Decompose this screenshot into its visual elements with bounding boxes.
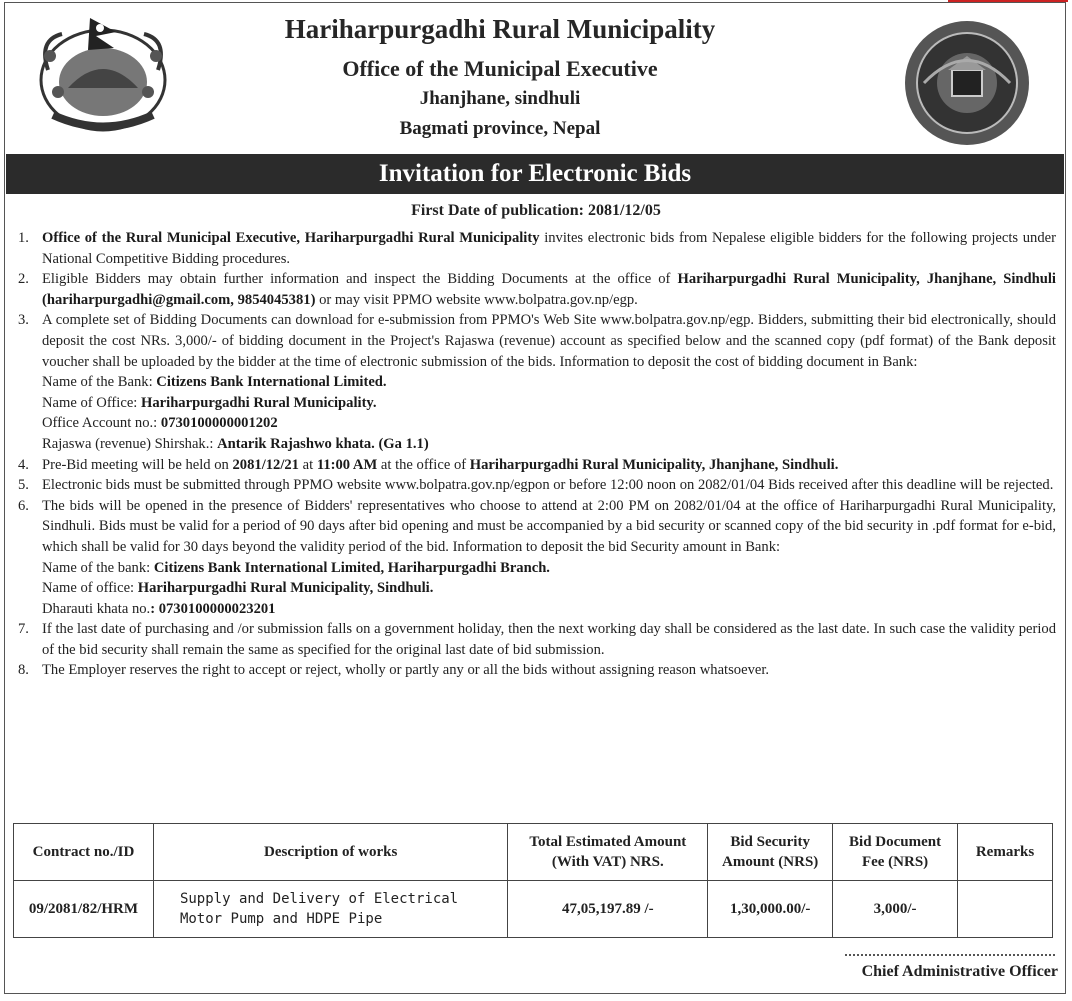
province-line: Bagmati province, Nepal (399, 118, 601, 139)
list-item (18, 475, 1056, 496)
rajaswa-line (42, 434, 1056, 455)
signature-line (845, 954, 1055, 956)
prebid-date: 2081/12/21 (232, 456, 299, 473)
cell-contract: 09/2081/82/HRM (14, 881, 154, 938)
item-bold-text: Hariharpurgadhi Rural Municipality, Jhanjhane, Sindhuli (hariharpurgadhi@gmail.com, 9854045381) (42, 271, 1056, 308)
office-value: Hariharpurgadhi Rural Municipality, Sindhuli. (137, 580, 434, 597)
rajaswa-value: Antarik Rajashwo khata. (Ga 1.1) (217, 435, 429, 452)
bank-value: Citizens Bank International Limited, Hariharpurgadhi Branch. (153, 559, 550, 576)
col-contract: Contract no./ID (14, 824, 154, 881)
list-item (18, 269, 1056, 310)
item-text: A complete set of Bidding Documents can download for e-submission from PPMO's Web Site www.bolpatra.gov.np/egp. Bidders, submitting their bid electronically, should deposit the cost NRs. 3,000/- of bidding document in the Project's Rajaswa (revenue) account as specified below and the scanned copy (pdf format) of the Bank deposit voucher shall be uploaded by the bidder at the time of electronic submission of the bids. Information to deposit the cost of bidding document in Bank: (42, 312, 1056, 370)
item-text: The bids will be opened in the presence of Bidders' representatives who choose to attend at 2:00 PM on 2082/01/04 at the office of Hariharpurgadhi Rural Municipality, Sindhuli. Bids must be valid for a period of 90 days after bid opening and must be accompanied by a bid security or scanned copy of the bid security in .pdf format for e-bid, which shall be valid for 30 days beyond the validity period of the bid. Information to deposit the bid Security amount in Bank: (42, 497, 1056, 555)
municipality-name: Hariharpurgadhi Rural Municipality (284, 14, 716, 44)
bank-value: Citizens Bank International Limited. (156, 374, 387, 391)
bank-label: Name of the Bank: (42, 374, 157, 391)
account-value: 0730100000001202 (160, 415, 278, 432)
col-amount: Total Estimated Amount (With VAT) NRS. (508, 824, 708, 881)
account-line (42, 413, 1056, 434)
office-label: Name of office: (42, 580, 138, 597)
item-text: Pre-Bid meeting will be held on (42, 456, 233, 473)
bank-name-line (42, 558, 1056, 579)
item-text: The Employer reserves the right to accept or reject, wholly or partly any or all the bids without assigning reason whatsoever. (42, 662, 770, 679)
item-number: 1. (18, 230, 29, 246)
prebid-time: 11:00 AM (316, 456, 378, 473)
col-description: Description of works (153, 824, 507, 881)
col-fee: Bid Document Fee (NRS) (833, 824, 958, 881)
item-text: If the last date of purchasing and /or submission falls on a government holiday, then the next working day shall be considered as the last date. In such case the validity period of the bid security shall remain the same as specified for the original last date of bid submission. (42, 621, 1056, 658)
bank-name-line (42, 372, 1056, 393)
list-item (18, 496, 1056, 620)
dharauti-label: Dharauti khata no. (42, 600, 151, 617)
item-number: 6. (18, 497, 29, 514)
office-value: Hariharpurgadhi Rural Municipality. (141, 394, 377, 411)
notice-title-banner: Invitation for Electronic Bids (6, 154, 1064, 194)
item-text: Eligible Bidders may obtain further information and inspect the Bidding Documents at the office of (42, 271, 678, 288)
item-number: 3. (18, 312, 29, 329)
location-line: Jhanjhane, sindhuli (419, 88, 581, 109)
prebid-venue: Hariharpurgadhi Rural Municipality, Jhanjhane, Sindhuli. (469, 456, 839, 473)
item-text: invites electronic bids from Nepalese eligible bidders for the following projects under National Competitive Bidding procedures. (42, 230, 1056, 267)
cell-remarks (958, 881, 1053, 938)
cell-description: Supply and Delivery of Electrical Motor Pump and HDPE Pipe (153, 881, 507, 938)
cell-fee: 3,000/- (833, 881, 958, 938)
item-number: 4. (18, 456, 29, 473)
office-name-line (42, 393, 1056, 414)
item-text: Electronic bids must be submitted through PPMO website www.bolpatra.gov.np/egpon or before 12:00 noon on 2082/01/04 Bids received after this deadline will be rejected. (42, 477, 1054, 494)
publication-date: First Date of publication: 2081/12/05 (411, 202, 661, 219)
item-text: at the office of (377, 456, 470, 473)
cell-security: 1,30,000.00/- (708, 881, 833, 938)
top-red-line (948, 0, 1068, 2)
list-item (18, 660, 1056, 681)
bank-label: Name of the bank: (42, 559, 154, 576)
table-row (14, 881, 1053, 938)
col-security: Bid Security Amount (NRS) (708, 824, 833, 881)
item-bold-text: Office of the Rural Municipal Executive, Hariharpurgadhi Rural Municipality (42, 230, 540, 246)
account-label: Office Account no.: (42, 415, 161, 432)
cell-amount: 47,05,197.89 /- (508, 881, 708, 938)
office-label: Name of Office: (42, 394, 142, 411)
signatory-title: Chief Administrative Officer (861, 963, 1058, 980)
office-name-line (42, 578, 1056, 599)
item-number: 7. (18, 621, 29, 638)
col-remarks: Remarks (958, 824, 1053, 881)
item-number: 2. (18, 271, 29, 288)
list-item (18, 619, 1056, 660)
dharauti-line (42, 599, 1056, 620)
office-name: Office of the Municipal Executive (342, 56, 658, 81)
notice-items-list (18, 228, 1056, 681)
rajaswa-label: Rajaswa (revenue) Shirshak.: (42, 435, 218, 452)
item-number: 8. (18, 662, 29, 679)
item-text: at (298, 456, 317, 473)
item-number: 5. (18, 477, 29, 494)
table-header-row (14, 824, 1053, 881)
list-item (18, 228, 1056, 269)
dharauti-value: : 0730100000023201 (150, 600, 276, 617)
list-item (18, 455, 1056, 476)
list-item (18, 310, 1056, 454)
item-text: or may visit PPMO website www.bolpatra.gov.np/egp. (315, 291, 638, 308)
bids-table (13, 823, 1053, 938)
